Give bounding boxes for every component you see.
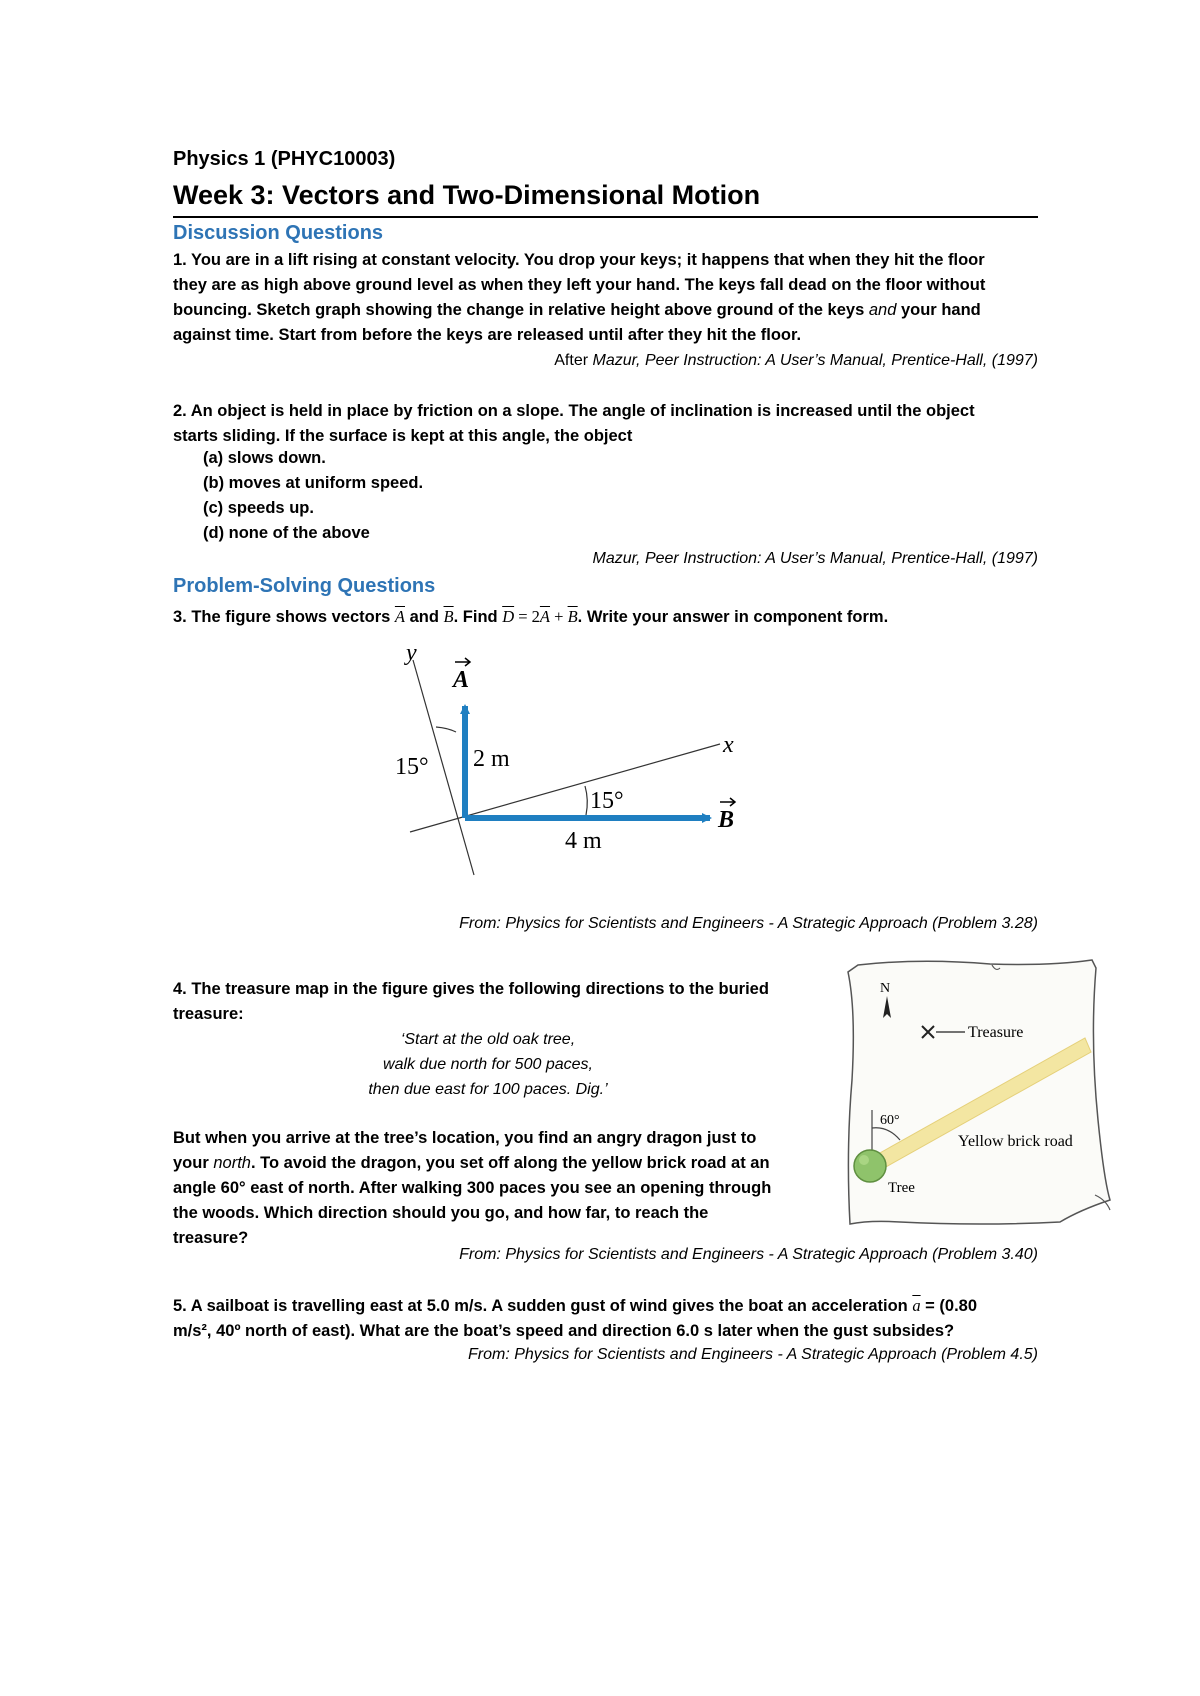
q5-line-1a: 5. A sailboat is travelling east at 5.0 m/s. A sudden gust of wind gives the boat an acceleration: [173, 1297, 913, 1315]
q3-text-end: . Write your answer in component form.: [577, 608, 889, 626]
q3-vector-a: $\overline{A}$: [394, 607, 405, 626]
q3-text-find: . Find: [453, 608, 503, 626]
q4-body-line-2a: your: [173, 1154, 214, 1172]
q4-line-2: treasure:: [173, 1005, 244, 1023]
q1-line-1: 1. You are in a lift rising at constant velocity. You drop your keys; it happens that when they hit the floor: [173, 251, 985, 269]
q5-source: From: Physics for Scientists and Engineers - A Strategic Approach (Problem 4.5): [467, 1346, 1038, 1363]
q2-option-a: (a) slows down.: [203, 449, 326, 467]
q3-vector-b2: $\overline{B}$: [567, 607, 578, 626]
q4-body-line-5: treasure?: [173, 1229, 249, 1247]
q1-line-3a: bouncing. Sketch graph showing the change in relative height above ground of the keys: [173, 301, 869, 319]
q1-line-2: they are as high above ground level as when they left your hand. The keys fall dead on the floor without: [173, 276, 986, 294]
tree-icon: [854, 1150, 886, 1182]
q2-source: Mazur, Peer Instruction: A User’s Manual, Prentice-Hall, (1997): [592, 550, 1038, 567]
map-road-label: Yellow brick road: [958, 1133, 1073, 1150]
q4-body-line-4: the woods. Which direction should you go, and how far, to reach the: [173, 1204, 709, 1222]
y-axis-label: y: [406, 640, 417, 666]
q2-line-1: 2. An object is held in place by friction on a slope. The angle of inclination is increased until the object: [173, 402, 975, 420]
angle-x-label: 15°: [590, 788, 624, 814]
q3-vector-d: $\overline{D}$: [502, 607, 515, 626]
q5-line-1: [173, 1293, 1038, 1319]
q1-line-4: against time. Start from before the keys are released until after they hit the floor.: [173, 326, 802, 344]
map-north-label: N: [880, 981, 891, 996]
quote-line-1: ‘Start at the old oak tree,: [400, 1031, 576, 1048]
q4-body-line-3: angle 60° east of north. After walking 300 paces you see an opening through: [173, 1179, 772, 1197]
q1-emphasis: and: [868, 301, 897, 319]
vector-a-label: A: [453, 667, 470, 693]
question-5: [173, 1293, 1038, 1344]
page-title: Week 3: Vectors and Two-Dimensional Motion: [173, 180, 761, 210]
problems-heading: Problem-Solving Questions: [173, 575, 436, 597]
q4-body-line-2b: . To avoid the dragon, you set off along the yellow brick road at an: [250, 1154, 770, 1172]
q2-line-2: starts sliding. If the surface is kept at this angle, the object: [173, 427, 633, 445]
map-tree-label: Tree: [888, 1180, 915, 1196]
q3-vector-a2: $\overline{A}$: [539, 607, 551, 626]
q4-body-line-1: But when you arrive at the tree’s location, you find an angry dragon just to: [173, 1129, 757, 1147]
q3-text-eq: = 2: [514, 607, 540, 626]
q1-source-prefix: After: [554, 352, 593, 369]
q3-source: From: Physics for Scientists and Engineers - A Strategic Approach (Problem 3.28): [459, 915, 1038, 932]
x-axis-label: x: [723, 732, 734, 758]
q3-text-plus: +: [550, 607, 568, 626]
vector-b-label: B: [718, 807, 735, 833]
q1-source-text: Mazur, Peer Instruction: A User’s Manual, Prentice-Hall, (1997): [592, 352, 1038, 369]
quote-line-3: then due east for 100 paces. Dig.’: [368, 1081, 608, 1098]
q2-option-d: (d) none of the above: [203, 524, 370, 542]
q4-emphasis-north: north: [213, 1154, 251, 1172]
course-code: Physics 1 (PHYC10003): [173, 148, 396, 170]
map-angle-label: 60°: [880, 1113, 900, 1128]
q4-source: From: Physics for Scientists and Engineers - A Strategic Approach (Problem 3.40): [459, 1246, 1038, 1263]
q3-vector-b: $\overline{B}$: [443, 607, 454, 626]
q3-text-a: 3. The figure shows vectors: [173, 608, 395, 626]
q1-line-3b: your hand: [896, 301, 981, 319]
discussion-heading: Discussion Questions: [173, 222, 384, 244]
q5-line-2: m/s², 40º north of east). What are the boat’s speed and direction 6.0 s later when the gust subsides?: [173, 1322, 955, 1340]
vector-b-magnitude: 4 m: [565, 828, 602, 854]
tree-highlight: [859, 1155, 869, 1165]
vector-a-magnitude: 2 m: [473, 746, 510, 772]
q2-option-b: (b) moves at uniform speed.: [203, 474, 424, 492]
q3-text-and: and: [405, 608, 444, 626]
q5-vector-a: $\overline{a}$: [912, 1296, 921, 1315]
angle-y-label: 15°: [395, 754, 429, 780]
q2-option-c: (c) speeds up.: [203, 499, 314, 517]
map-treasure-label: Treasure: [968, 1024, 1024, 1041]
quote-line-2: walk due north for 500 paces,: [383, 1056, 593, 1073]
q5-line-1b: = (0.80: [920, 1297, 978, 1315]
q4-line-1: 4. The treasure map in the figure gives the following directions to the buried: [173, 980, 769, 998]
